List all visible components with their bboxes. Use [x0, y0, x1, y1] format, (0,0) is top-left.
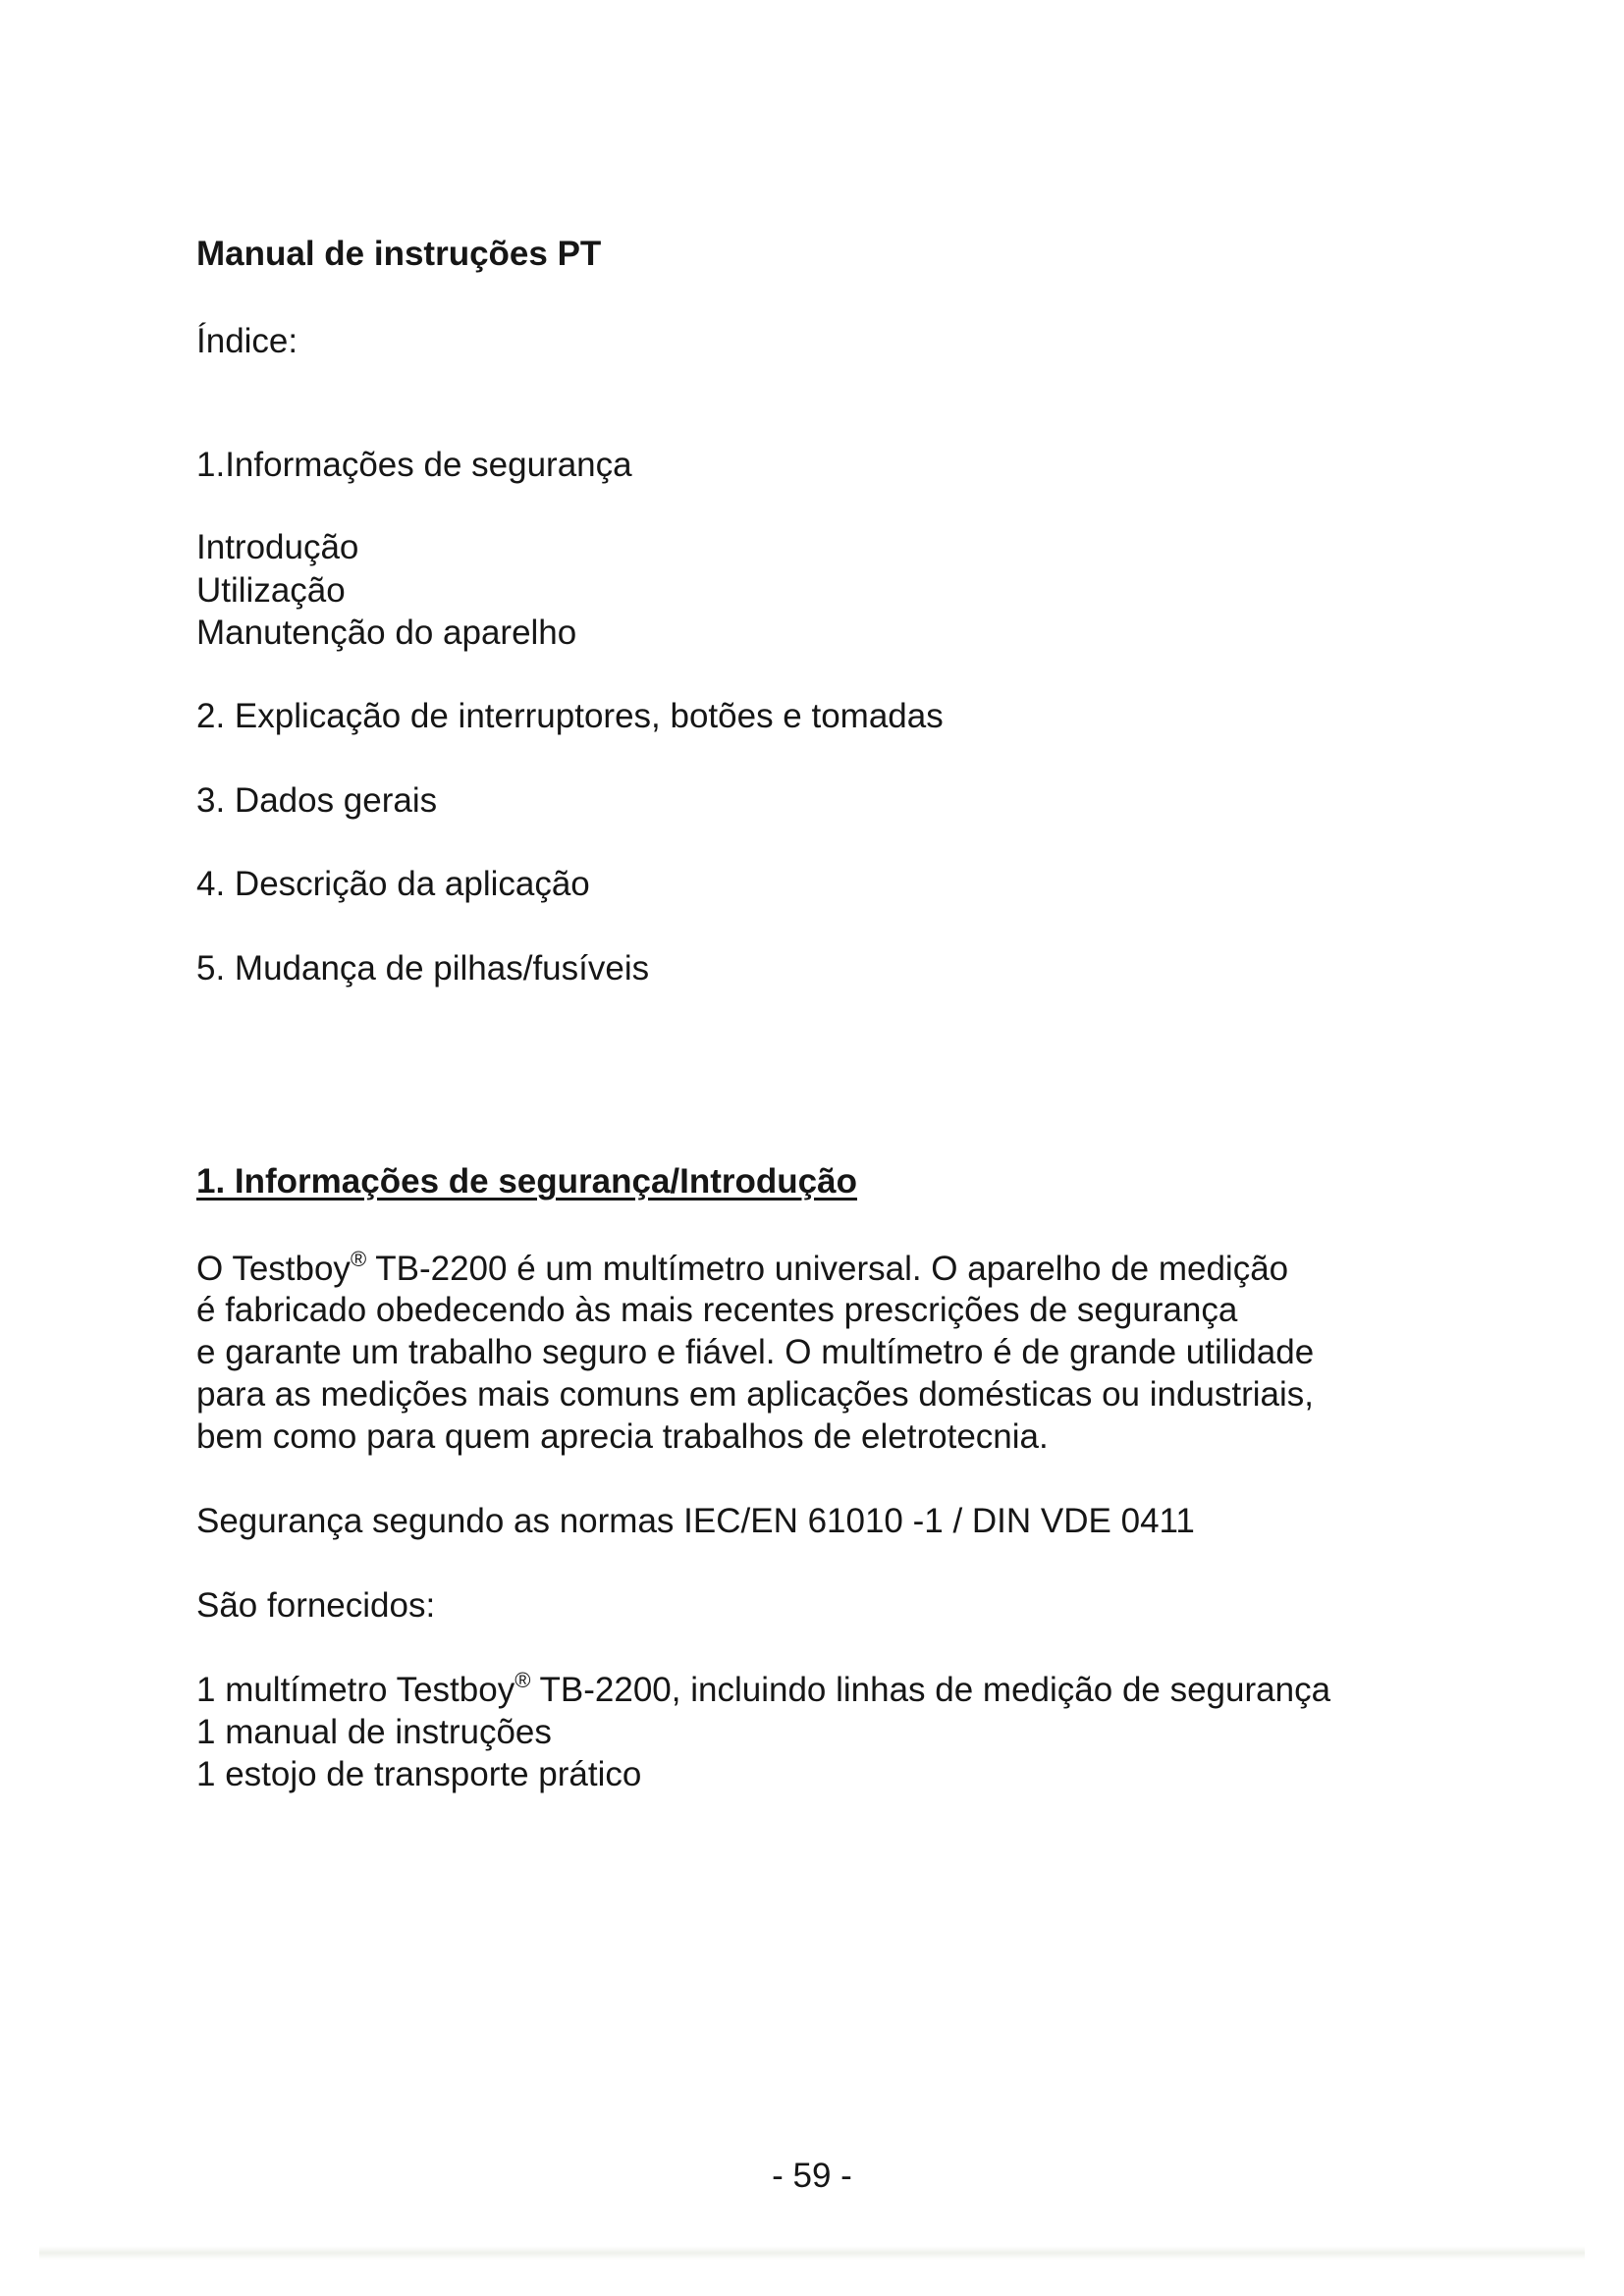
paragraph-line-1-end: TB-2200 é um multímetro universal. O aparelho de medição — [366, 1250, 1289, 1288]
index-label: Índice: — [196, 322, 298, 360]
toc-subitem-manutencao: Manutenção do aparelho — [196, 614, 577, 652]
toc-item-2: 2. Explicação de interruptores, botões e tomadas — [196, 697, 944, 735]
paragraph-line-1-start: O Testboy — [196, 1250, 351, 1288]
page-number: - 59 - — [772, 2157, 852, 2195]
paragraph-line-4: para as medições mais comuns em aplicações domésticas ou industriais, — [196, 1375, 1315, 1414]
toc-item-4: 4. Descrição da aplicação — [196, 865, 590, 903]
supplied-item-multimeter — [196, 1670, 1330, 1711]
scan-edge-artifact — [39, 2246, 1585, 2260]
supplied-item-1-start: 1 multímetro Testboy — [196, 1671, 515, 1709]
toc-subitem-introducao: Introdução — [196, 528, 359, 566]
supplied-item-case: 1 estojo de transporte prático — [196, 1755, 642, 1793]
toc-item-3: 3. Dados gerais — [196, 781, 438, 820]
supplied-item-manual: 1 manual de instruções — [196, 1713, 552, 1751]
paragraph-line-1 — [196, 1249, 1288, 1290]
supplied-label: São fornecidos: — [196, 1586, 436, 1625]
safety-norms: Segurança segundo as normas IEC/EN 61010 -1 / DIN VDE 0411 — [196, 1502, 1195, 1540]
registered-mark: ® — [350, 1247, 367, 1271]
document-title: Manual de instruções PT — [196, 235, 602, 273]
section-heading: 1. Informações de segurança/Introdução — [196, 1162, 857, 1201]
registered-mark: ® — [514, 1668, 531, 1692]
supplied-item-1-end: TB-2200, incluindo linhas de medição de segurança — [530, 1671, 1331, 1709]
paragraph-line-5: bem como para quem aprecia trabalhos de eletrotecnia. — [196, 1417, 1049, 1456]
toc-item-1: 1.Informações de segurança — [196, 446, 632, 484]
paragraph-line-2: é fabricado obedecendo às mais recentes prescrições de segurança — [196, 1291, 1238, 1329]
toc-item-5: 5. Mudança de pilhas/fusíveis — [196, 949, 650, 988]
paragraph-line-3: e garante um trabalho seguro e fiável. O multímetro é de grande utilidade — [196, 1333, 1315, 1371]
toc-subitem-utilizacao: Utilização — [196, 571, 346, 610]
